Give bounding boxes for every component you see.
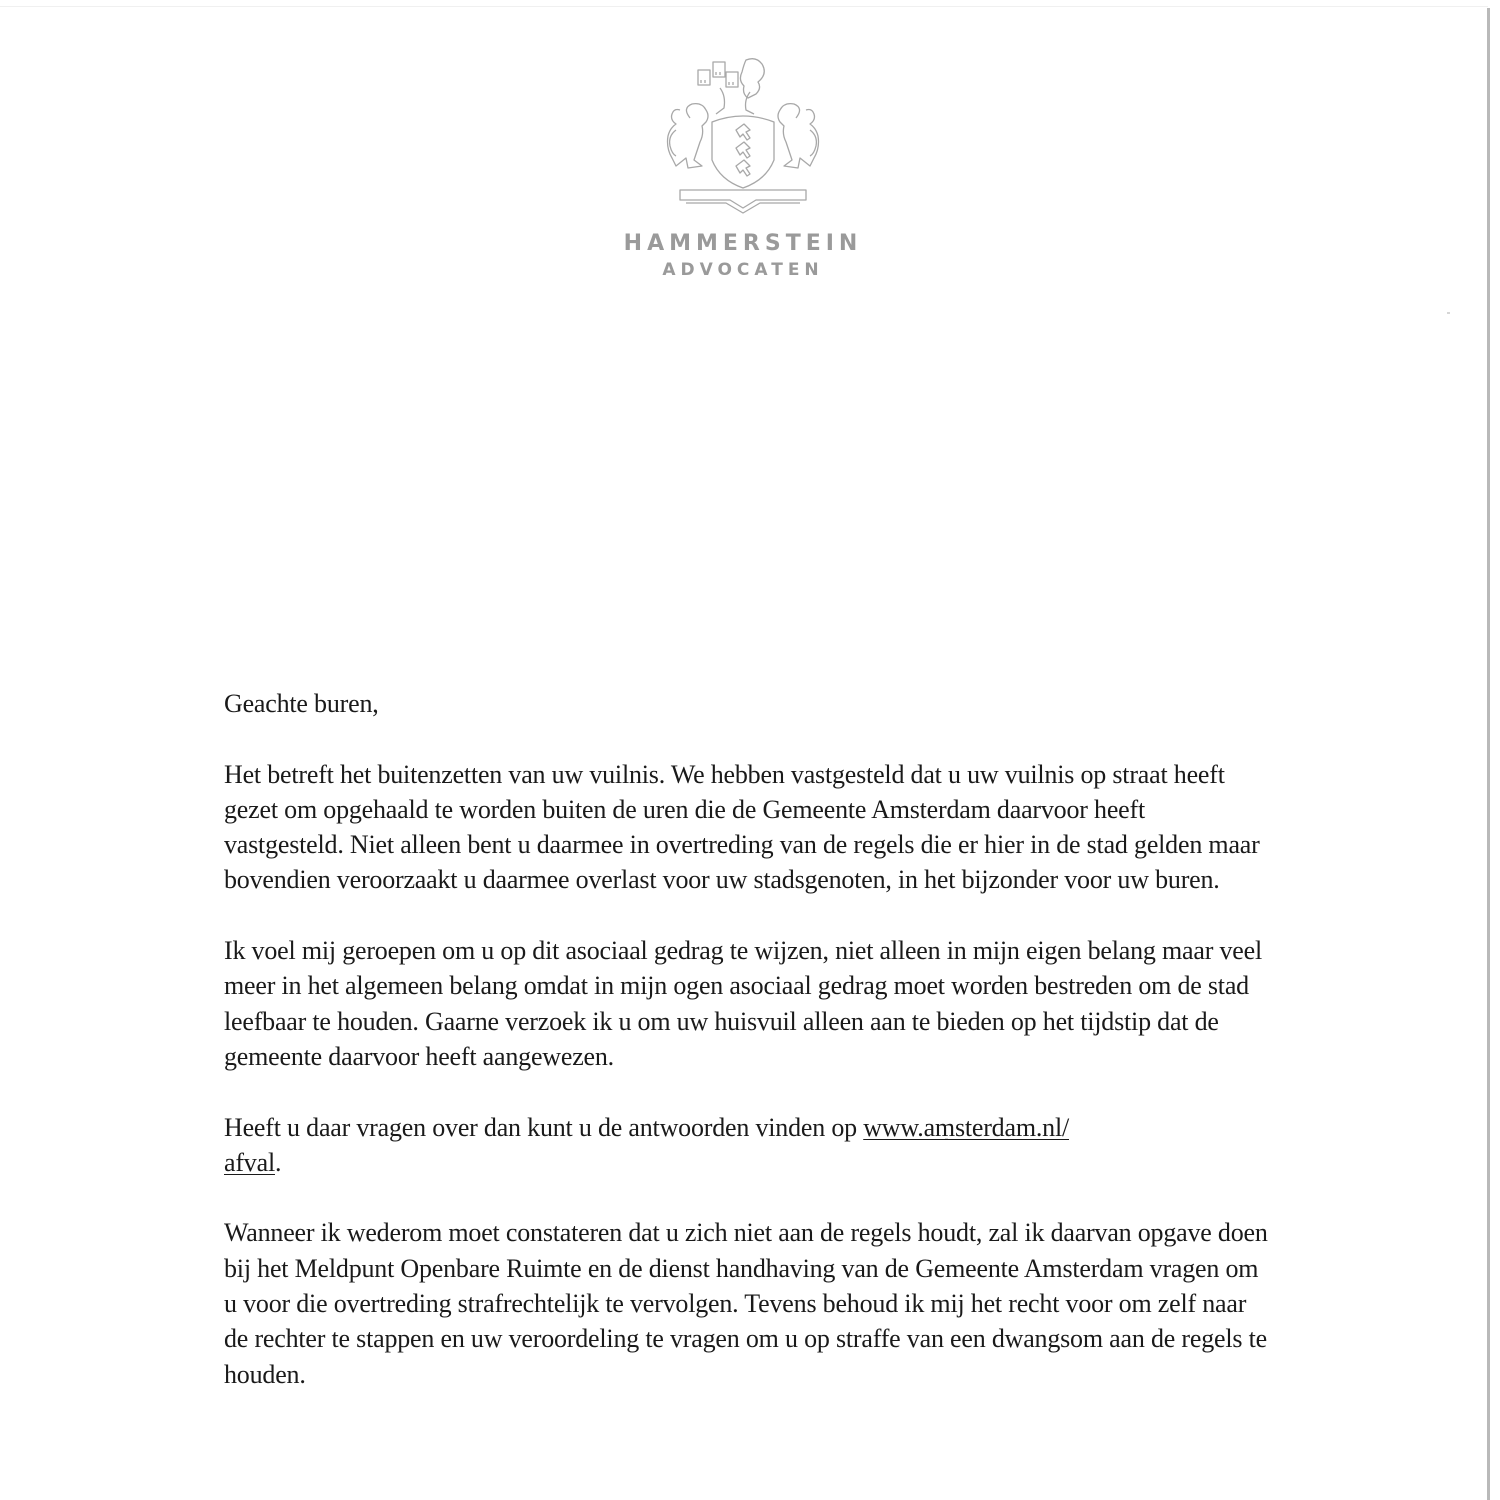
letter-body	[224, 686, 1269, 1427]
scan-top-edge	[0, 6, 1488, 7]
letterhead	[0, 50, 1486, 282]
paragraph-enforcement: Wanneer ik wederom moet constateren dat u zich niet aan de regels houdt, zal ik daarvan opgave doen bij het Meldpunt Openbare Ruimte en de dienst handhaving van de Gemeente Amsterdam vragen om u voor die overtreding strafrechtelijk te vervolgen. Tevens behoud ik mij het recht voor om zelf naar de rechter te stappen en uw veroordeling te vragen om u op straffe van een dwangsom aan de regels te houden.	[224, 1218, 1268, 1389]
coat-of-arms-crest-icon	[658, 50, 828, 220]
questions-text: Heeft u daar vragen over dan kunt u de antwoorden vinden op	[224, 1112, 864, 1142]
questions-period: .	[274, 1147, 282, 1177]
paragraph-antisocial-behaviour: Ik voel mij geroepen om u op dit asociaal gedrag te wijzen, niet alleen in mijn eigen belang maar veel meer in het algemeen belang omdat in mijn ogen asociaal gedrag moet worden bestreden om de stad leefbaar te houden. Gaarne verzoek ik u om uw huisvuil alleen aan te bieden op het tijdstip dat de gemeente daarvoor heeft aangewezen.	[224, 936, 1262, 1071]
paragraph-waste-disposal: Het betreft het buitenzetten van uw vuilnis. We hebben vastgesteld dat u uw vuilnis op straat heeft gezet om opgehaald te worden buiten de uren die de Gemeente Amsterdam daarvoor heeft vastgesteld. Niet alleen bent u daarmee in overtreding van de regels die er hier in de stad gelden maar bovendien veroorzaakt u daarmee overlast voor uw stadsgenoten, in het bijzonder voor uw buren.	[224, 759, 1260, 895]
salutation: Geachte buren,	[224, 689, 379, 718]
scan-speck	[1447, 312, 1450, 314]
firm-subtitle: ADVOCATEN	[662, 260, 824, 280]
amsterdam-afval-link[interactable]: www.amsterdam.nl/ afval	[224, 1112, 1069, 1177]
firm-name: HAMMERSTEIN	[623, 231, 863, 256]
paragraph-questions	[224, 1110, 1269, 1181]
scan-page-edge	[1487, 8, 1490, 1500]
